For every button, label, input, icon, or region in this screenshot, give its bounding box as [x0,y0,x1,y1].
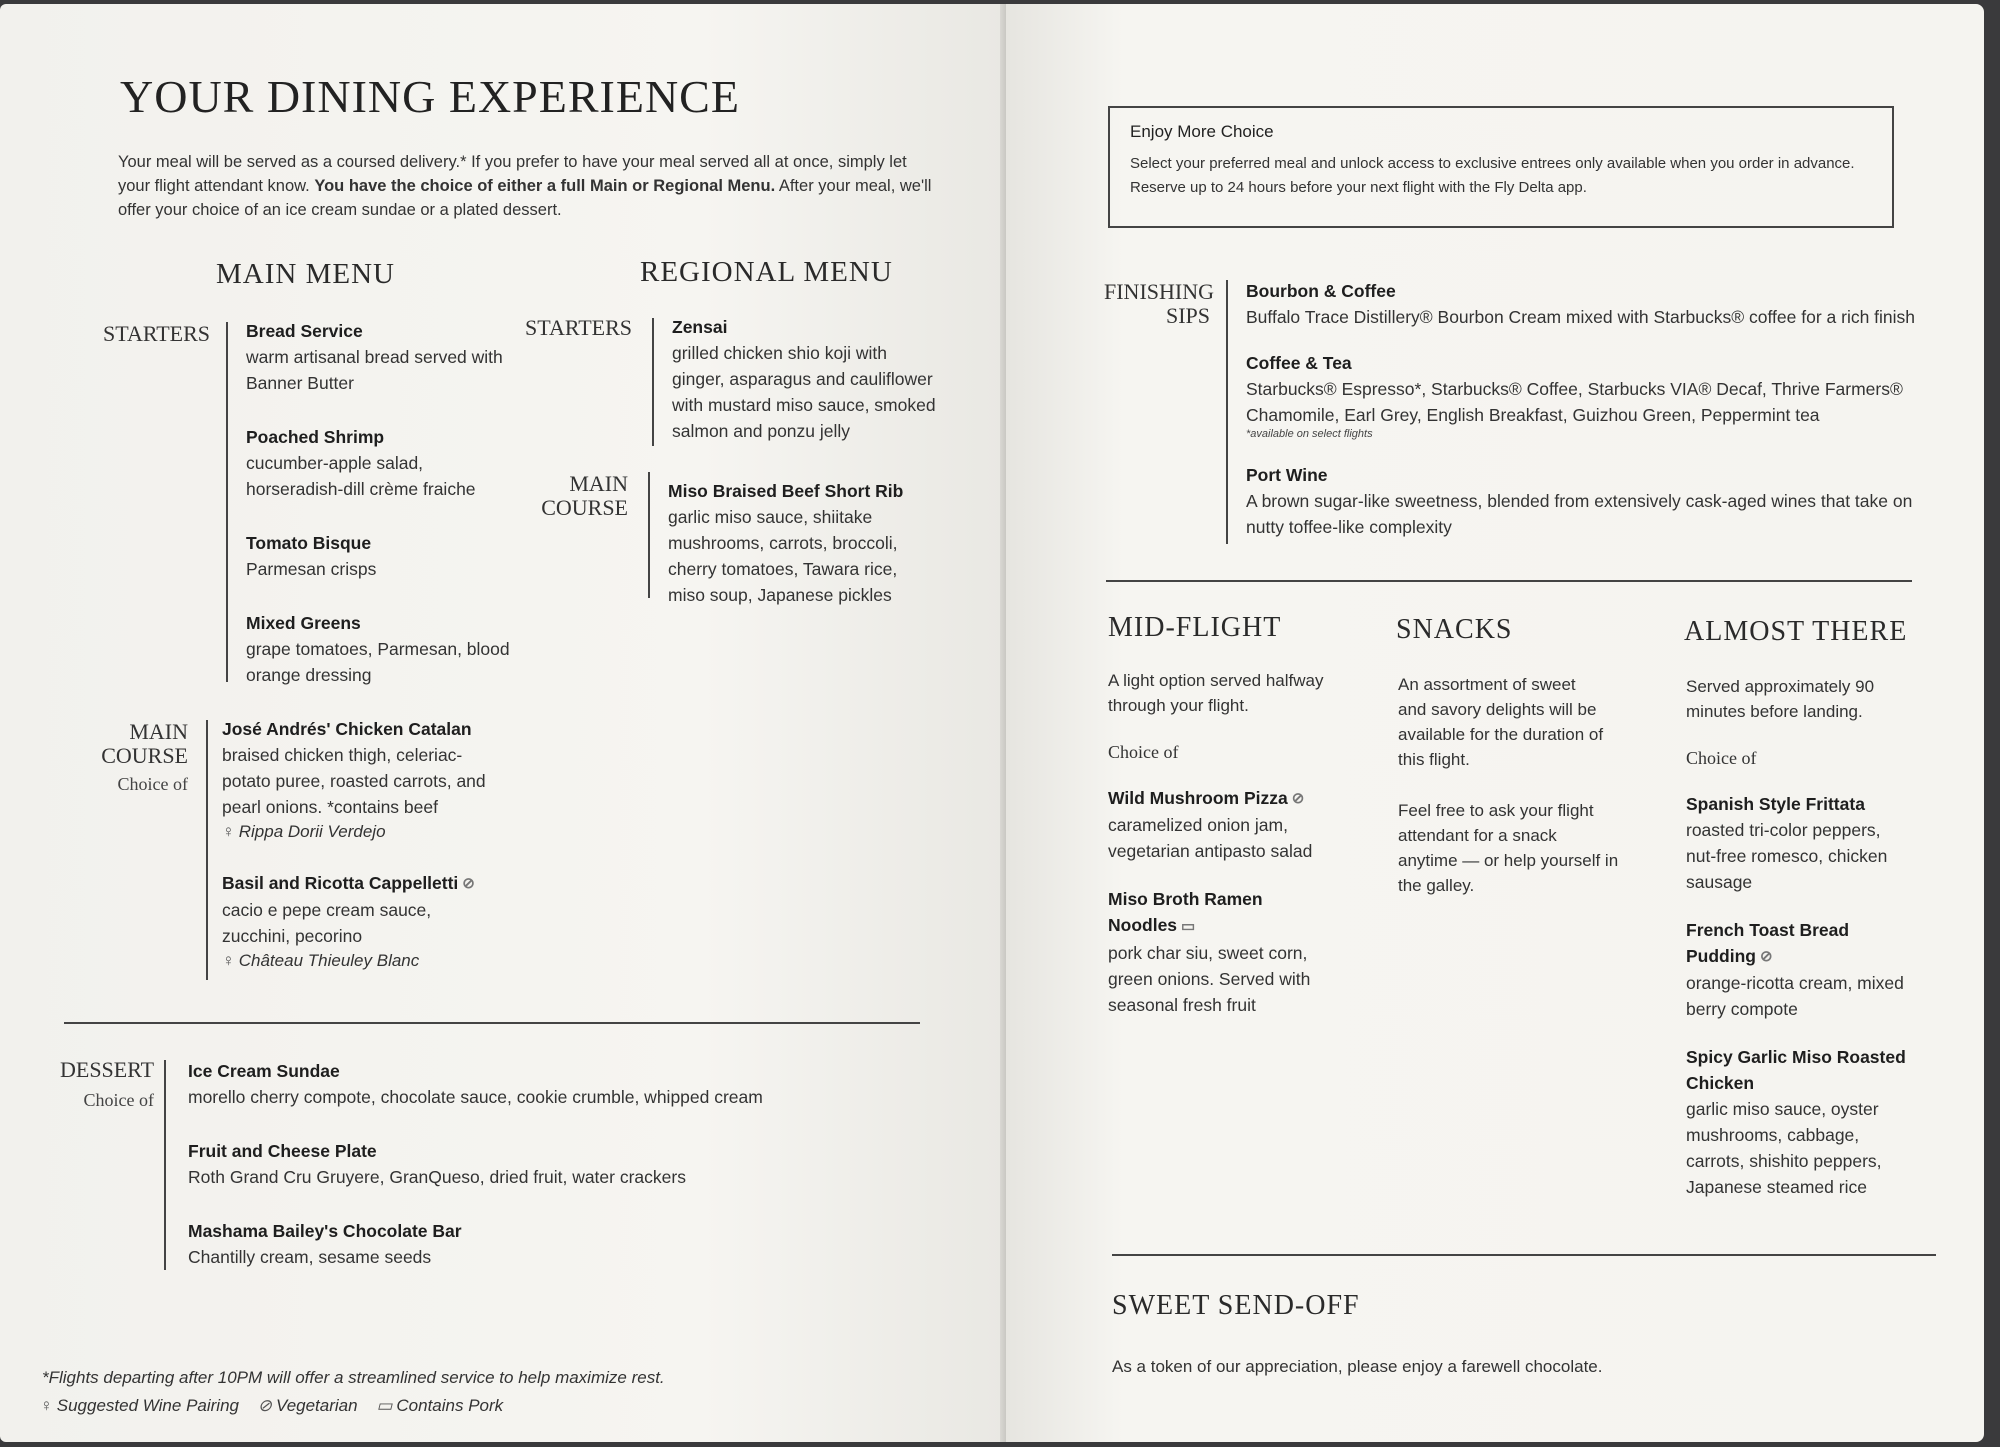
item-desc: potato puree, roasted carrots, and [222,771,486,791]
item-name: Spicy Garlic Miso Roasted [1686,1047,1906,1068]
list-item [1108,886,1368,1017]
dessert-sub: Choice of [83,1090,154,1110]
list-item [1246,350,1946,440]
legend-pork: Contains Pork [396,1396,504,1415]
snacks-text: attendant for a snack [1398,826,1557,845]
snacks-text: this flight. [1398,750,1470,769]
item-name: Poached Shrimp [246,427,385,447]
item-name [1108,912,1368,939]
item-desc: with mustard miso sauce, smoked [672,395,936,415]
finishing-label-line-1: FINISHING [1104,279,1214,304]
dessert-divider [164,1060,166,1270]
snacks-text: and savory delights will be [1398,700,1597,719]
item-name: Ice Cream Sundae [188,1061,340,1081]
section-separator-bottom [1112,1254,1936,1256]
item-name: Spanish Style Frittata [1686,794,1865,814]
item-desc: nut-free romesco, chicken [1686,846,1888,866]
list-item [246,318,546,396]
finishing-label-line-2: SIPS [1165,303,1210,328]
item-desc: warm artisanal bread served with [246,347,503,367]
item-name-text: Basil and Ricotta Cappelletti [222,873,459,893]
midflight-choice: Choice of [1108,742,1179,762]
item-name: Port Wine [1246,465,1328,485]
dessert-separator [64,1022,920,1024]
midflight-intro: A light option served halfway [1108,671,1324,690]
item-desc: berry compote [1686,999,1798,1020]
item-name-text: Pudding [1686,946,1756,966]
midflight-intro: through your flight. [1108,696,1249,715]
list-item [1686,791,1946,895]
wine-name: Château Thieuley Blanc [238,951,420,971]
item-desc: Roth Grand Cru Gruyere, GranQueso, dried fruit, water crackers [188,1167,686,1187]
item-desc: nutty toffee-like complexity [1246,517,1452,537]
sendoff-heading: SWEET SEND-OFF [1112,1290,1360,1321]
wine-glass-icon: ♀ [222,951,235,971]
section-separator-top [1106,580,1912,582]
item-desc: cherry tomatoes, Tawara rice, [668,559,898,579]
promo-title: Enjoy More Choice [1130,122,1274,141]
item-desc: garlic miso sauce, shiitake [668,507,873,527]
vegetarian-leaf-icon: ⊘ [1759,948,1773,966]
regional-starter [672,314,972,444]
item-name: Miso Braised Beef Short Rib [668,481,904,501]
midflight-column [1108,668,1368,1018]
item-name: Chicken [1686,1073,1755,1094]
regional-menu-heading: REGIONAL MENU [640,256,893,288]
list-item [246,424,546,502]
finishing-divider [1226,280,1228,544]
regional-starters-divider [652,318,654,446]
item-desc: carrots, shishito peppers, [1686,1151,1882,1172]
item-name: Bourbon & Coffee [1246,281,1396,301]
main-course-label-line-1: MAIN [129,719,188,744]
list-item [246,530,546,582]
item-desc: A brown sugar-like sweetness, blended from extensively cask-aged wines that take on [1246,491,1913,511]
item-desc: cucumber-apple salad, [246,453,424,473]
promo-box [1108,106,1894,228]
list-item [188,1138,908,1190]
item-desc: mushrooms, carrots, broccoli, [668,533,898,553]
item-desc: salmon and ponzu jelly [672,421,851,441]
item-desc: vegetarian antipasto salad [1108,841,1313,862]
item-desc: zucchini, pecorino [222,926,363,947]
icon-legend [40,1396,503,1416]
promo-body [1130,152,1880,200]
wine-glass-icon: ♀ [222,822,235,841]
item-desc: horseradish-dill crème fraiche [246,479,476,499]
list-item [246,610,546,688]
item-desc: mushrooms, cabbage, [1686,1125,1860,1146]
promo-line-2: Reserve up to 24 hours before your next flight with the Fly Delta app. [1130,179,1587,196]
item-name: Mashama Bailey's Chocolate Bar [188,1221,462,1241]
item-desc: sausage [1686,872,1753,892]
main-starters-list [246,318,546,688]
item-name: José Andrés' Chicken Catalan [222,719,472,739]
regional-main [668,478,968,608]
item-name: Bread Service [246,321,363,341]
list-item [1686,1044,1946,1200]
snacks-text: available for the duration of [1398,725,1604,744]
almost-choice: Choice of [1686,748,1757,768]
list-item [222,870,542,973]
main-course-sub: Choice of [117,774,188,794]
item-desc: garlic miso sauce, oyster [1686,1099,1879,1120]
item-desc: grape tomatoes, Parmesan, blood [246,639,510,659]
sendoff-text: As a token of our appreciation, please enjoy a farewell chocolate. [1112,1357,1603,1376]
availability-note: *available on select flights [1246,428,1373,440]
intro-paragraph [118,150,938,222]
footnote: *Flights departing after 10PM will offer a streamlined service to help maximize rest. [42,1368,665,1387]
item-desc: Banner Butter [246,373,354,393]
regional-main-course-label [520,472,628,520]
item-desc: ginger, asparagus and cauliflower [672,369,933,389]
main-starters-divider [226,322,228,682]
item-desc: cacio e pepe cream sauce, [222,900,432,921]
legend-vegetarian: Vegetarian [275,1396,358,1415]
intro-part-2: You have the choice of either a full Main or Regional Menu. [314,177,776,195]
item-desc: pork char siu, sweet corn, [1108,942,1308,963]
item-name-text: Noodles [1108,915,1178,936]
item-desc: caramelized onion jam, [1108,815,1288,836]
regional-starters-label: STARTERS [525,315,632,340]
almost-intro: Served approximately 90 [1686,677,1875,696]
item-name: Mixed Greens [246,613,361,633]
list-item [188,1058,908,1110]
item-desc: Chantilly cream, sesame seeds [188,1247,432,1267]
finishing-sips-label [1104,279,1214,328]
list-item [222,716,542,844]
item-desc: Chamomile, Earl Grey, English Breakfast, Guizhou Green, Peppermint tea [1246,405,1820,425]
item-desc: orange-ricotta cream, mixed [1686,973,1904,994]
vegetarian-leaf-icon: ⊘ [1291,790,1305,808]
item-desc: Parmesan crisps [246,559,377,579]
midflight-heading: MID-FLIGHT [1108,612,1282,643]
promo-line-1: Select your preferred meal and unlock access to exclusive entrees only available when you order in advance. [1130,155,1855,172]
regional-main-divider [648,472,650,598]
item-name [1108,785,1368,812]
intro-part-3: After your meal, we'll offer your choice of an ice cream sundae or a plated dessert. [118,177,932,219]
main-menu-heading: MAIN MENU [216,258,395,290]
list-item [1108,785,1368,864]
item-desc: Starbucks® Espresso*, Starbucks® Coffee, Starbucks VIA® Decaf, Thrive Farmers® [1246,379,1903,399]
item-name: Miso Broth Ramen [1108,889,1263,910]
wine-pairing [222,949,542,973]
item-name-text: Wild Mushroom Pizza [1108,788,1288,808]
item-desc: pearl onions. *contains beef [222,797,438,817]
item-name: Fruit and Cheese Plate [188,1141,377,1161]
snacks-text: the galley. [1398,876,1475,895]
vegetarian-leaf-icon: ⊘ [462,875,475,893]
dessert-list [188,1058,908,1270]
snacks-text: Feel free to ask your flight [1398,801,1594,820]
main-course-label-line-2: COURSE [101,743,188,768]
wine-glass-icon: ♀ [40,1396,53,1415]
regional-main-label-line-2: COURSE [541,495,628,520]
item-desc: green onions. Served with [1108,968,1311,989]
finishing-list [1246,278,1946,540]
list-item [1686,917,1946,1022]
item-desc: seasonal fresh fruit [1108,994,1256,1015]
main-course-label [80,720,188,768]
item-name [222,870,542,897]
list-item [1246,462,1946,540]
item-desc: braised chicken thigh, celeriac- [222,745,463,765]
item-desc: morello cherry compote, chocolate sauce, cookie crumble, whipped cream [188,1087,763,1107]
snacks-column [1398,672,1658,898]
item-desc: orange dressing [246,665,372,685]
snacks-heading: SNACKS [1396,614,1513,645]
wine-name: Rippa Dorii Verdejo [238,822,386,841]
pork-icon: ▭ [1181,917,1196,935]
intro-part-1: Your meal will be served as a coursed delivery.* If you prefer to have your meal served all at once, simply let your flight attendant know. [118,153,907,195]
legend-wine: Suggested Wine Pairing [56,1396,239,1415]
item-name: Zensai [672,317,728,337]
list-item [1246,278,1946,330]
almost-there-heading: ALMOST THERE [1684,616,1908,647]
item-name: Tomato Bisque [246,533,372,553]
item-name [1686,943,1946,970]
almost-intro: minutes before landing. [1686,702,1863,721]
page-title: YOUR DINING EXPERIENCE [120,71,740,122]
vegetarian-leaf-icon: ⊘ [257,1396,272,1415]
item-desc: Japanese steamed rice [1686,1177,1867,1198]
snacks-text: An assortment of sweet [1398,675,1576,694]
item-desc: roasted tri-color peppers, [1686,820,1881,840]
main-course-list [222,716,542,973]
list-item [188,1218,908,1270]
dessert-label: DESSERT [60,1057,155,1082]
main-starters-label: STARTERS [103,321,210,346]
regional-main-label-line-1: MAIN [569,471,628,496]
wine-pairing [222,820,542,844]
item-desc: miso soup, Japanese pickles [668,585,892,605]
pork-icon: ▭ [376,1396,393,1415]
item-desc: grilled chicken shio koji with [672,343,887,363]
item-name: French Toast Bread [1686,920,1850,940]
main-course-divider [206,720,208,980]
item-name: Coffee & Tea [1246,353,1352,373]
snacks-text: anytime — or help yourself in [1398,851,1619,870]
item-desc: Buffalo Trace Distillery® Bourbon Cream mixed with Starbucks® coffee for a rich finish [1246,307,1916,327]
almost-there-column [1686,674,1946,1200]
